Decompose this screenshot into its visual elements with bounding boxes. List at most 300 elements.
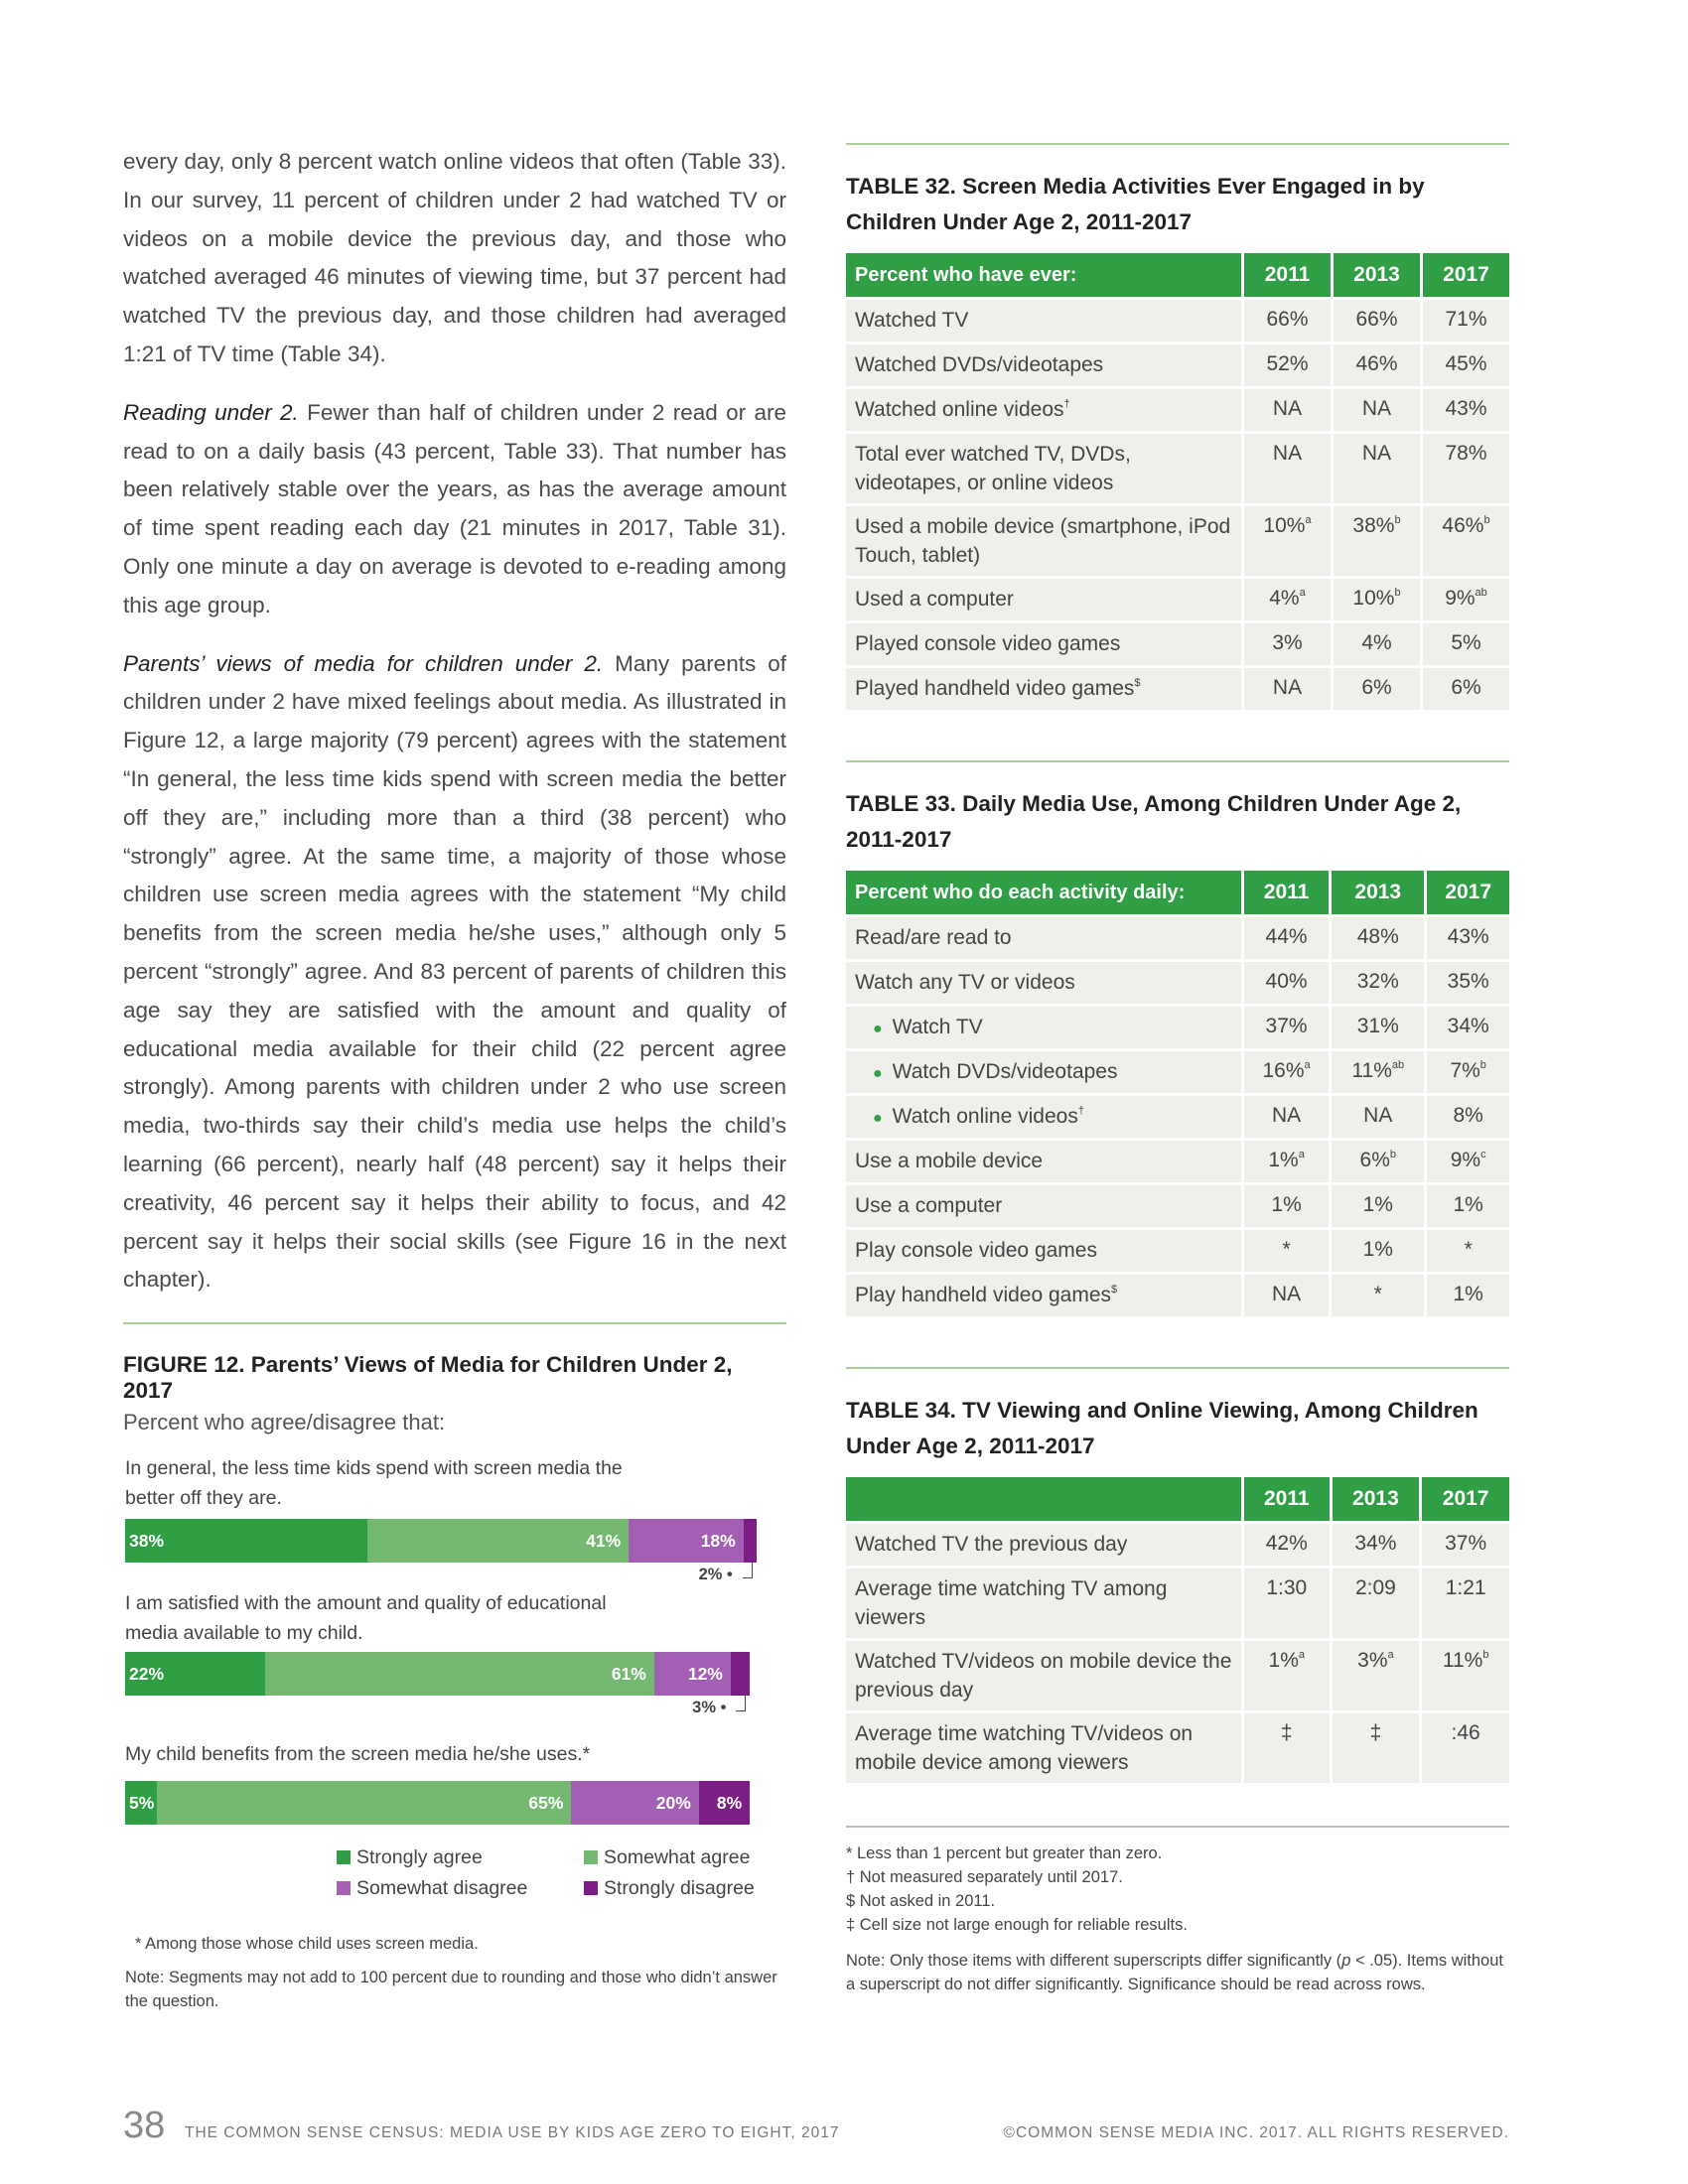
data-cell xyxy=(1334,506,1420,576)
note-asterisk: * Less than 1 percent but greater than zero. xyxy=(846,1844,1163,1862)
table34 xyxy=(843,1474,1512,1786)
cell-value: NA xyxy=(1272,676,1303,699)
footer-copyright: ©COMMON SENSE MEDIA INC. 2017. ALL RIGHTS RESERVED. xyxy=(1003,2124,1509,2141)
cell-value: 16% xyxy=(1262,1059,1305,1082)
note-significance-p: p xyxy=(1341,1952,1351,1970)
row-label xyxy=(846,344,1241,386)
bar-segment-somewhat-disagree xyxy=(629,1519,744,1563)
table34-title: TABLE 34. TV Viewing and Online Viewing, Among Children Under Age 2, 2011-2017 xyxy=(846,1398,1478,1458)
row-label xyxy=(846,1569,1241,1638)
data-cell xyxy=(1244,300,1331,341)
cell-value: 78% xyxy=(1445,442,1487,465)
bar-segment-strongly-agree xyxy=(125,1652,265,1696)
cell-value: 5% xyxy=(1451,631,1481,654)
significance-superscript: b xyxy=(1394,514,1401,526)
row-label-text: Watch DVDs/videotapes xyxy=(892,1060,1118,1083)
table-row xyxy=(846,1051,1509,1093)
significance-superscript: a xyxy=(1299,587,1306,599)
row-label-text: Played handheld video games xyxy=(855,677,1135,700)
bar-value-label: 18% xyxy=(700,1531,736,1551)
cell-value: 9% xyxy=(1445,587,1476,610)
paragraph-reading-text: Fewer than half of children under 2 read or are read to on a daily basis (43 percent, Table 33). That number has been relatively stable over the years, as has the average amount of time spent reading each day (21 minutes in 2017, Table 31). Only one minute a day on average is devoted to e-reading among this age group. xyxy=(123,399,786,617)
bar-segment-strongly-agree xyxy=(125,1781,157,1825)
cell-value: 43% xyxy=(1445,397,1487,420)
column-header-label: Percent who do each activity daily: xyxy=(846,871,1241,914)
cell-value: ‡ xyxy=(1280,1721,1293,1744)
row-label xyxy=(846,1524,1241,1566)
row-label xyxy=(846,1141,1241,1182)
data-cell xyxy=(1332,1141,1424,1182)
row-label-text: Read/are read to xyxy=(855,926,1012,949)
cell-value: 1% xyxy=(1362,1193,1393,1216)
row-label xyxy=(846,1185,1241,1227)
cell-value: 37% xyxy=(1445,1532,1487,1555)
paragraph-parents-lead: Parents’ views of media for children under 2. xyxy=(123,650,604,676)
footnote-mark: † xyxy=(1063,398,1070,410)
data-cell xyxy=(1332,917,1424,959)
cell-value: 11% xyxy=(1351,1059,1392,1082)
cell-value: NA xyxy=(1272,442,1303,465)
figure-footnote: * Among those whose child uses screen media. xyxy=(135,1935,479,1953)
data-cell xyxy=(1332,1051,1424,1093)
left-column xyxy=(123,143,786,1319)
column-header-year: 2017 xyxy=(1423,253,1509,297)
row-label xyxy=(846,1096,1241,1138)
bar-segment-somewhat-disagree xyxy=(571,1781,698,1825)
chart-category-label: I am satisfied with the amount and quality of educational media available to my child. xyxy=(125,1592,607,1644)
column-header-year: 2017 xyxy=(1422,1477,1509,1521)
cell-value: 3% xyxy=(1357,1649,1388,1672)
cell-value: * xyxy=(1282,1238,1291,1261)
data-cell xyxy=(1334,623,1420,665)
data-cell xyxy=(1244,344,1331,386)
cell-value: 6% xyxy=(1451,676,1481,699)
table-row xyxy=(846,1569,1509,1638)
table33 xyxy=(843,868,1512,1319)
table-row xyxy=(846,1096,1509,1138)
note-dagger: † Not measured separately until 2017. xyxy=(846,1868,1123,1886)
note-significance-a: Note: Only those items with different superscripts differ significantly ( xyxy=(846,1952,1342,1970)
legend-somewhat-agree xyxy=(584,1846,750,1869)
cell-value: 9% xyxy=(1450,1149,1481,1171)
data-cell xyxy=(1333,1713,1420,1783)
data-cell xyxy=(1423,300,1509,341)
cell-value: NA xyxy=(1271,1104,1302,1127)
callout-leader-line xyxy=(736,1696,746,1711)
figure-title: FIGURE 12. Parents’ Views of Media for Children Under 2, 2017 xyxy=(123,1352,733,1403)
legend-swatch xyxy=(337,1881,351,1895)
cell-value: 1% xyxy=(1268,1649,1299,1672)
cell-value: 43% xyxy=(1447,925,1489,948)
cell-value: 48% xyxy=(1356,925,1399,948)
bar-segment-strongly-disagree xyxy=(699,1781,750,1825)
callout-leader-line xyxy=(743,1563,753,1578)
bar-segment-somewhat-agree xyxy=(265,1652,654,1696)
note-significance-b: < .05). Items without a superscript do not differ significantly. Significance should be read across rows. xyxy=(846,1952,1503,1993)
cell-value: 1:30 xyxy=(1266,1576,1308,1599)
bar-value-label: 61% xyxy=(611,1664,646,1684)
cell-value: 34% xyxy=(1447,1015,1489,1037)
significance-superscript: ab xyxy=(1475,587,1487,599)
cell-value: 8% xyxy=(1453,1104,1483,1127)
data-cell xyxy=(1244,668,1331,710)
table33-rule xyxy=(846,760,1509,762)
bar-value-label: 12% xyxy=(687,1664,723,1684)
legend-label: Somewhat disagree xyxy=(356,1877,528,1899)
note-dollar: $ Not asked in 2011. xyxy=(846,1892,996,1910)
data-cell xyxy=(1427,917,1509,959)
cell-value: 1% xyxy=(1362,1238,1393,1261)
row-label xyxy=(846,1007,1241,1048)
data-cell xyxy=(1244,1051,1329,1093)
row-label-text: Average time watching TV among viewers xyxy=(855,1577,1168,1629)
figure-subtitle: Percent who agree/disagree that: xyxy=(123,1410,446,1434)
figure-12 xyxy=(123,1322,786,2017)
row-label-text: Play console video games xyxy=(855,1239,1097,1262)
row-label xyxy=(846,434,1241,503)
table-row xyxy=(846,1713,1509,1783)
table-row xyxy=(846,1524,1509,1566)
row-label-text: Used a computer xyxy=(855,588,1014,611)
footnote-mark: $ xyxy=(1134,677,1141,689)
chart-bar-row xyxy=(125,1781,763,1825)
data-cell xyxy=(1423,389,1509,431)
column-header-year: 2013 xyxy=(1332,871,1424,914)
data-cell xyxy=(1427,1230,1509,1272)
note-significance xyxy=(846,1949,1509,1996)
column-header-label: Percent who have ever: xyxy=(846,253,1241,297)
cell-value: 71% xyxy=(1445,308,1487,331)
data-cell xyxy=(1244,917,1329,959)
figure-note: Note: Segments may not add to 100 percent due to rounding and those who didn’t answer the question. xyxy=(125,1969,777,2010)
cell-value: 10% xyxy=(1263,514,1306,537)
row-label xyxy=(846,389,1241,431)
data-cell xyxy=(1422,1524,1509,1566)
row-label-text: Watched TV xyxy=(855,309,969,332)
table-row xyxy=(846,579,1509,620)
cell-value: ‡ xyxy=(1369,1721,1382,1744)
row-label-text: Use a computer xyxy=(855,1194,1003,1217)
data-cell xyxy=(1244,1641,1330,1710)
table-row xyxy=(846,506,1509,576)
cell-value: 34% xyxy=(1354,1532,1397,1555)
data-cell xyxy=(1423,579,1509,620)
legend-label: Strongly agree xyxy=(356,1846,483,1868)
bar-value-callout: 2% • xyxy=(698,1566,733,1583)
table-header-row xyxy=(846,253,1509,297)
data-cell xyxy=(1244,1713,1330,1783)
data-cell xyxy=(1244,623,1331,665)
row-label xyxy=(846,300,1241,341)
cell-value: 11% xyxy=(1442,1649,1483,1672)
row-label xyxy=(846,917,1241,959)
bullet-icon: ● xyxy=(873,1021,883,1037)
legend-somewhat-disagree xyxy=(337,1877,527,1900)
table-row xyxy=(846,1185,1509,1227)
row-label xyxy=(846,1275,1241,1316)
cell-value: NA xyxy=(1361,397,1392,420)
table-row xyxy=(846,1230,1509,1272)
notes-rule xyxy=(846,1826,1509,1828)
table-row xyxy=(846,668,1509,710)
cell-value: 66% xyxy=(1355,308,1398,331)
bar-segment-somewhat-agree xyxy=(367,1519,629,1563)
row-label xyxy=(846,1051,1241,1093)
bullet-icon: ● xyxy=(873,1065,883,1082)
data-cell xyxy=(1422,1569,1509,1638)
bar-value-label: 65% xyxy=(528,1793,564,1813)
bar-segment-strongly-disagree xyxy=(731,1652,750,1696)
data-cell xyxy=(1427,1007,1509,1048)
bar-value-label: 22% xyxy=(129,1664,165,1684)
paragraph-reading xyxy=(123,394,786,625)
data-cell xyxy=(1244,1230,1329,1272)
data-cell xyxy=(1427,1096,1509,1138)
significance-superscript: c xyxy=(1480,1149,1486,1160)
data-cell xyxy=(1427,1275,1509,1316)
cell-value: 66% xyxy=(1266,308,1309,331)
cell-value: 46% xyxy=(1442,514,1484,537)
data-cell xyxy=(1332,1275,1424,1316)
row-label xyxy=(846,623,1241,665)
data-cell xyxy=(1244,1569,1330,1638)
table-row xyxy=(846,300,1509,341)
paragraph-intro: every day, only 8 percent watch online videos that often (Table 33). In our survey, 11 percent of children under 2 had watched TV or videos on a mobile device the previous day, and those who watched averaged 46 minutes of viewing time, but 37 percent had watched TV the previous day, and those children had averaged 1:21 of TV time (Table 34). xyxy=(123,149,786,366)
legend-swatch xyxy=(584,1881,598,1895)
data-cell xyxy=(1334,434,1420,503)
chart-category-label: In general, the less time kids spend with screen media the better off they are. xyxy=(125,1457,623,1509)
cell-value: NA xyxy=(1363,1104,1393,1127)
table-row xyxy=(846,917,1509,959)
data-cell xyxy=(1332,1007,1424,1048)
bar-value-label: 38% xyxy=(129,1531,165,1551)
table34-rule xyxy=(846,1367,1509,1369)
footnote-mark: † xyxy=(1077,1105,1084,1117)
table-row xyxy=(846,623,1509,665)
data-cell xyxy=(1332,962,1424,1004)
chart-bar-row xyxy=(125,1519,763,1563)
bar-segment-strongly-disagree xyxy=(744,1519,757,1563)
cell-value: :46 xyxy=(1451,1721,1480,1744)
bullet-icon: ● xyxy=(873,1110,883,1127)
table-row xyxy=(846,1641,1509,1710)
cell-value: 38% xyxy=(1352,514,1395,537)
cell-value: 45% xyxy=(1445,352,1487,375)
cell-value: 52% xyxy=(1266,352,1309,375)
table-header-row xyxy=(846,871,1509,914)
bar-value-label: 5% xyxy=(129,1793,155,1813)
data-cell xyxy=(1334,579,1420,620)
data-cell xyxy=(1332,1096,1424,1138)
note-double-dagger: ‡ Cell size not large enough for reliable results. xyxy=(846,1916,1188,1934)
data-cell xyxy=(1244,1275,1329,1316)
cell-value: NA xyxy=(1271,1283,1302,1305)
legend-label: Somewhat agree xyxy=(604,1846,751,1868)
data-cell xyxy=(1244,1007,1329,1048)
data-cell xyxy=(1334,300,1420,341)
legend-strongly-disagree xyxy=(584,1877,755,1900)
bar-value-callout: 3% • xyxy=(692,1699,727,1716)
row-label-text: Play handheld video games xyxy=(855,1284,1112,1306)
bar-value-label: 8% xyxy=(716,1793,743,1813)
data-cell xyxy=(1423,668,1509,710)
significance-superscript: b xyxy=(1479,1059,1486,1071)
legend-strongly-agree xyxy=(337,1846,483,1869)
bar-segment-somewhat-disagree xyxy=(654,1652,731,1696)
bar-value-label: 20% xyxy=(655,1793,691,1813)
data-cell xyxy=(1244,1096,1329,1138)
paragraph-reading-lead: Reading under 2. xyxy=(123,399,299,425)
significance-superscript: a xyxy=(1298,1649,1306,1661)
significance-superscript: b xyxy=(1482,1649,1489,1661)
column-header-label xyxy=(846,1477,1241,1521)
row-label-text: Watched online videos xyxy=(855,398,1064,421)
cell-value: 4% xyxy=(1269,587,1300,610)
data-cell xyxy=(1333,1641,1420,1710)
significance-superscript: b xyxy=(1394,587,1401,599)
data-cell xyxy=(1332,1230,1424,1272)
row-label-text: Total ever watched TV, DVDs, videotapes, or online videos xyxy=(855,443,1131,494)
data-cell xyxy=(1422,1713,1509,1783)
bar-segment-strongly-agree xyxy=(125,1519,367,1563)
legend-swatch xyxy=(584,1850,598,1864)
row-label-text: Used a mobile device (smartphone, iPod Touch, tablet) xyxy=(855,515,1231,567)
column-header-year: 2011 xyxy=(1244,871,1329,914)
page-number: 38 xyxy=(123,2105,166,2146)
cell-value: 6% xyxy=(1359,1149,1390,1171)
data-cell xyxy=(1423,344,1509,386)
row-label-text: Watched TV the previous day xyxy=(855,1533,1128,1556)
right-column xyxy=(846,143,1509,1996)
bar-value-label: 41% xyxy=(586,1531,622,1551)
cell-value: 46% xyxy=(1355,352,1398,375)
cell-value: 1% xyxy=(1268,1149,1299,1171)
row-label xyxy=(846,962,1241,1004)
row-label xyxy=(846,1713,1241,1783)
column-header-year: 2013 xyxy=(1334,253,1420,297)
data-cell xyxy=(1244,1524,1330,1566)
table32-title: TABLE 32. Screen Media Activities Ever Engaged in by Children Under Age 2, 2011-2017 xyxy=(846,174,1425,234)
cell-value: * xyxy=(1464,1238,1473,1261)
column-header-year: 2011 xyxy=(1244,253,1331,297)
data-cell xyxy=(1244,579,1331,620)
data-cell xyxy=(1244,506,1331,576)
significance-superscript: b xyxy=(1389,1149,1396,1160)
row-label xyxy=(846,1641,1241,1710)
paragraph-parents-views xyxy=(123,645,786,1300)
cell-value: 42% xyxy=(1265,1532,1308,1555)
cell-value: 4% xyxy=(1361,631,1392,654)
data-cell xyxy=(1244,389,1331,431)
table32-rule xyxy=(846,143,1509,145)
significance-superscript: a xyxy=(1387,1649,1394,1661)
data-cell xyxy=(1427,1051,1509,1093)
data-cell xyxy=(1423,506,1509,576)
cell-value: NA xyxy=(1272,397,1303,420)
footer-publication: THE COMMON SENSE CENSUS: MEDIA USE BY KIDS AGE ZERO TO EIGHT, 2017 xyxy=(185,2124,840,2141)
cell-value: 1% xyxy=(1271,1193,1302,1216)
bar-segment-somewhat-agree xyxy=(157,1781,571,1825)
column-header-year: 2011 xyxy=(1244,1477,1330,1521)
table-row xyxy=(846,434,1509,503)
data-cell xyxy=(1244,1185,1329,1227)
legend-swatch xyxy=(337,1850,351,1864)
data-cell xyxy=(1427,1141,1509,1182)
row-label-text: Watch online videos xyxy=(892,1105,1078,1128)
figure-rule xyxy=(123,1322,786,1324)
column-header-year: 2017 xyxy=(1427,871,1509,914)
row-label xyxy=(846,579,1241,620)
data-cell xyxy=(1422,1641,1509,1710)
footnote-mark: $ xyxy=(1111,1284,1118,1296)
significance-superscript: b xyxy=(1483,514,1490,526)
row-label-text: Watched TV/videos on mobile device the previous day xyxy=(855,1650,1232,1702)
cell-value: 10% xyxy=(1352,587,1395,610)
table-header-row xyxy=(846,1477,1509,1521)
legend-label: Strongly disagree xyxy=(604,1877,755,1899)
row-label xyxy=(846,668,1241,710)
row-label-text: Played console video games xyxy=(855,632,1121,655)
data-cell xyxy=(1333,1569,1420,1638)
table-row xyxy=(846,1141,1509,1182)
significance-superscript: ab xyxy=(1391,1059,1405,1071)
table-row xyxy=(846,389,1509,431)
data-cell xyxy=(1244,434,1331,503)
table32 xyxy=(843,250,1512,713)
cell-value: 32% xyxy=(1356,970,1399,993)
data-cell xyxy=(1427,1185,1509,1227)
table-row xyxy=(846,1007,1509,1048)
table-row xyxy=(846,962,1509,1004)
column-header-year: 2013 xyxy=(1333,1477,1420,1521)
row-label xyxy=(846,1230,1241,1272)
cell-value: 31% xyxy=(1356,1015,1399,1037)
cell-value: 40% xyxy=(1265,970,1308,993)
table-notes xyxy=(846,1842,1509,1996)
cell-value: 7% xyxy=(1450,1059,1480,1082)
data-cell xyxy=(1244,1141,1329,1182)
cell-value: 1:21 xyxy=(1445,1576,1486,1599)
data-cell xyxy=(1423,623,1509,665)
data-cell xyxy=(1333,1524,1420,1566)
table33-title: TABLE 33. Daily Media Use, Among Children Under Age 2, 2011-2017 xyxy=(846,791,1462,852)
significance-superscript: a xyxy=(1305,514,1312,526)
table-row xyxy=(846,1275,1509,1316)
cell-value: 1% xyxy=(1453,1193,1483,1216)
data-cell xyxy=(1332,1185,1424,1227)
row-label-text: Watch any TV or videos xyxy=(855,971,1075,994)
cell-value: 37% xyxy=(1265,1015,1308,1037)
cell-value: * xyxy=(1373,1283,1382,1305)
data-cell xyxy=(1244,962,1329,1004)
data-cell xyxy=(1334,668,1420,710)
cell-value: 2:09 xyxy=(1354,1576,1396,1599)
cell-value: 44% xyxy=(1265,925,1308,948)
cell-value: 3% xyxy=(1272,631,1303,654)
row-label-text: Use a mobile device xyxy=(855,1150,1044,1172)
row-label-text: Average time watching TV/videos on mobile device among viewers xyxy=(855,1722,1194,1774)
data-cell xyxy=(1334,344,1420,386)
paragraph-parents-text: Many parents of children under 2 have mixed feelings about media. As illustrated in Figure 12, a large majority (79 percent) agrees with the statement “In general, the less time kids spend with screen media the better off they are,” including more than a third (38 percent) who “strongly” agree. At the same time, a majority of those whose children use screen media agrees with the statement “My child benefits from the screen media he/she uses,” although only 5 percent “strongly” agree. And 83 percent of parents of children this age say they are satisfied with the amount and quality of educational media available for their child (22 percent agree strongly). Among parents with children under 2 who use screen media, two-thirds say their child’s media use helps the child’s learning (66 percent), nearly half (48 percent) say it helps their creativity, 46 percent say it helps their ability to focus, and 42 percent say it helps their social skills (see Figure 16 in the next chapter). xyxy=(123,650,786,1293)
cell-value: NA xyxy=(1361,442,1392,465)
cell-value: 1% xyxy=(1453,1283,1483,1305)
data-cell xyxy=(1334,389,1420,431)
chart-category-label: My child benefits from the screen media he/she uses.* xyxy=(125,1743,591,1765)
row-label-text: Watched DVDs/videotapes xyxy=(855,353,1104,376)
cell-value: 6% xyxy=(1361,676,1392,699)
cell-value: 35% xyxy=(1447,970,1489,993)
significance-superscript: a xyxy=(1304,1059,1311,1071)
